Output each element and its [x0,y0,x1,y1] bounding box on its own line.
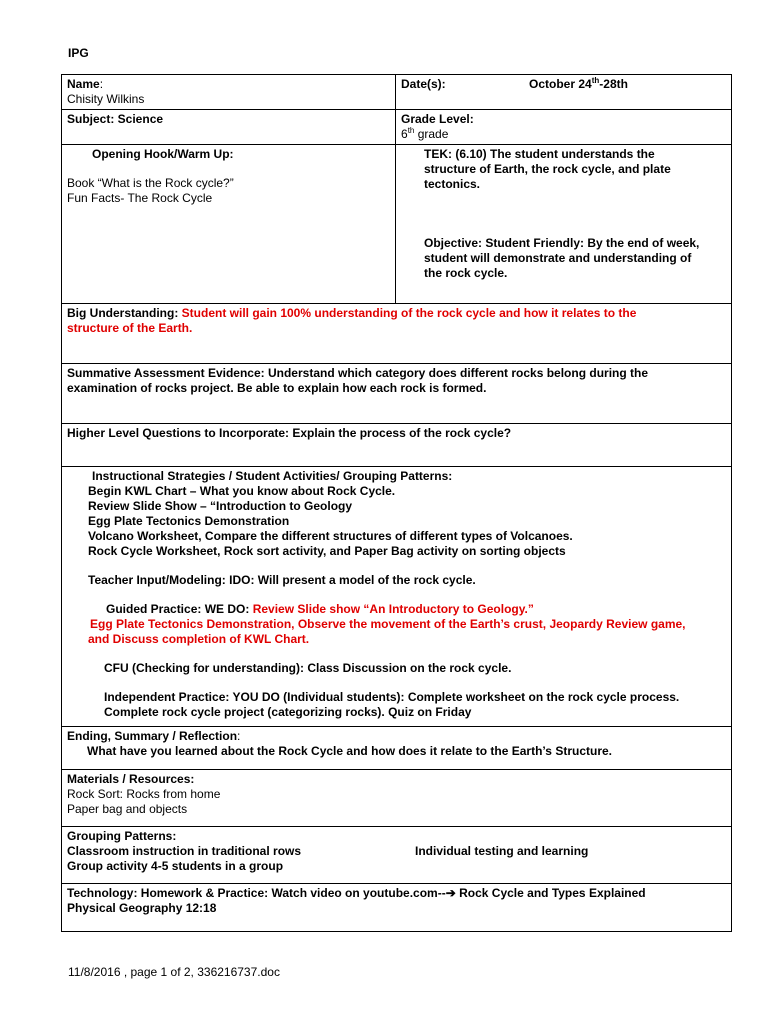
hook-tek-row [62,145,732,304]
date-value [529,77,628,91]
grade-value [401,127,448,141]
date-suffix: th [591,76,600,85]
big-understanding-label: Big Understanding: [67,306,182,320]
date-label: Date(s): [401,77,446,91]
materials-line2: Paper bag and objects [67,802,188,816]
tek-line1: TEK: (6.10) The student understands the [424,147,655,161]
opening-hook-line1: Book “What is the Rock cycle?” [67,176,234,190]
grade-cell [396,110,732,145]
instructional-item: Begin KWL Chart – What you know about Rock Cycle. [88,484,396,498]
grouping-right1: Individual testing and learning [415,844,589,858]
grouping-left1: Classroom instruction in traditional rows [67,844,302,858]
grouping-row [62,827,732,884]
name-colon: : [99,77,104,91]
date-value-end: -28th [599,77,628,91]
grouping-label: Grouping Patterns: [67,829,177,843]
grade-label: Grade Level: [401,112,474,126]
subject-cell: Subject: Science [62,110,396,145]
instructional-heading: Instructional Strategies / Student Activities/ Grouping Patterns: [92,469,453,483]
instructional-cell [62,467,732,727]
arrow-icon: ➔ [445,886,456,900]
guided-practice-red1: Review Slide show “An Introductory to Geology.” [252,602,534,616]
summative-line2: examination of rocks project. Be able to explain how each rock is formed. [67,381,487,395]
grade-number: 6 [401,127,408,141]
teacher-input: Teacher Input/Modeling: IDO: Will present a model of the rock cycle. [88,573,476,587]
big-understanding-text1: Student will gain 100% understanding of the rock cycle and how it relates to the [181,306,637,320]
grade-suffix: th [407,126,415,135]
tek-line2: structure of Earth, the rock cycle, and plate [424,162,671,176]
guided-practice-label: Guided Practice: WE DO: [106,602,253,616]
name-cell [62,75,396,110]
name-label: Name [67,77,100,91]
guided-practice-red3: and Discuss completion of KWL Chart. [88,632,310,646]
summative-cell [62,364,732,424]
higher-level-cell: Higher Level Questions to Incorporate: Explain the process of the rock cycle? [62,424,732,467]
independent-practice-line1: Independent Practice: YOU DO (Individual students): Complete worksheet on the rock cycle process. [104,690,680,704]
name-date-row [62,75,732,110]
instructional-item: Review Slide Show – “Introduction to Geology [88,499,353,513]
ending-label: Ending, Summary / Reflection [67,729,238,743]
materials-line1: Rock Sort: Rocks from home [67,787,221,801]
subject-grade-row [62,110,732,145]
ending-cell [62,727,732,770]
materials-cell [62,770,732,827]
objective-line2: student will demonstrate and understanding of [424,251,692,265]
instructional-item: Volcano Worksheet, Compare the different structures of different types of Volcanoes. [88,529,573,543]
grouping-line1 [67,844,726,859]
tek-line3: tectonics. [424,177,481,191]
technology-line1 [67,886,726,901]
opening-hook-label: Opening Hook/Warm Up: [92,147,234,161]
opening-hook-line2: Fun Facts- The Rock Cycle [67,191,213,205]
lesson-plan-table [61,74,732,932]
ending-text: What have you learned about the Rock Cycle and how does it relate to the Earth’s Structure. [87,744,612,758]
technology-suffix: Rock Cycle and Types Explained [455,886,646,900]
ending-colon: : [237,729,241,743]
instructional-row [62,467,732,727]
objective-line1: Objective: Student Friendly: By the end of week, [424,236,700,250]
page-footer: 11/8/2016 , page 1 of 2, 336216737.doc [68,965,280,979]
technology-row [62,884,732,932]
instructional-item: Rock Cycle Worksheet, Rock sort activity, and Paper Bag activity on sorting objects [88,544,566,558]
tek-objective-cell [396,145,732,304]
date-value-start: October 24 [529,77,592,91]
big-understanding-row [62,304,732,364]
grouping-cell [62,827,732,884]
guided-practice-red2: Egg Plate Tectonics Demonstration, Observe the movement of the Earth’s crust, Jeopardy Review game, [90,617,686,631]
technology-cell [62,884,732,932]
document-header: IPG [68,46,89,60]
date-cell [396,75,732,110]
higher-level-row [62,424,732,467]
grouping-left2: Group activity 4-5 students in a group [67,859,284,873]
grade-text: grade [414,127,449,141]
big-understanding-cell [62,304,732,364]
ending-row [62,727,732,770]
summative-line1: Summative Assessment Evidence: Understand which category does different rocks belong during the [67,366,649,380]
technology-line2: Physical Geography 12:18 [67,901,217,915]
big-understanding-text2: structure of the Earth. [67,321,193,335]
independent-practice-line2: Complete rock cycle project (categorizing rocks). Quiz on Friday [104,705,472,719]
cfu-line: CFU (Checking for understanding): Class Discussion on the rock cycle. [104,661,512,675]
materials-row [62,770,732,827]
summative-row [62,364,732,424]
materials-label: Materials / Resources: [67,772,195,786]
technology-prefix: Technology: Homework & Practice: Watch video on youtube.com-- [67,886,446,900]
instructional-item: Egg Plate Tectonics Demonstration [88,514,290,528]
objective-line3: the rock cycle. [424,266,508,280]
guided-practice-line1 [88,602,726,617]
opening-hook-cell [62,145,396,304]
name-value: Chisity Wilkins [67,92,145,106]
